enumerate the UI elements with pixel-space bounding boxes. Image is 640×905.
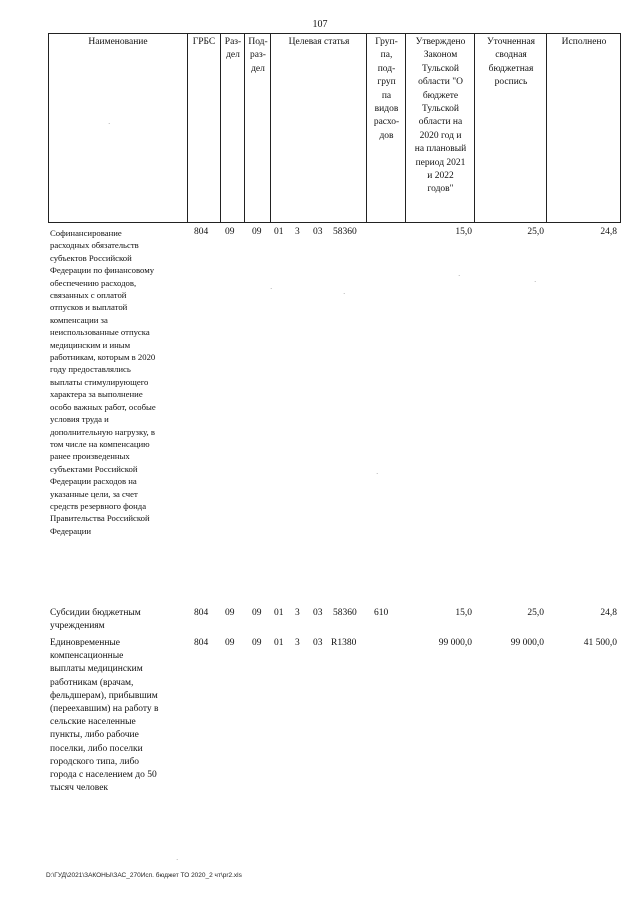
header-grbs bbox=[187, 36, 221, 49]
cell-target-3: 03 bbox=[313, 227, 323, 237]
header-group-line: Груп- bbox=[375, 37, 398, 47]
header-approved-line: Тульской bbox=[422, 104, 459, 115]
row-name-line: Федерации расходов на bbox=[50, 476, 137, 487]
cell-approved: 15,0 bbox=[455, 227, 472, 237]
cell-razdel: 09 bbox=[225, 638, 235, 648]
header-group-line: дов bbox=[379, 130, 394, 141]
row-name-line: году предоставлялись bbox=[50, 364, 131, 375]
row-name-line: ранее произведенных bbox=[50, 451, 130, 462]
header-group-line: па bbox=[381, 90, 392, 101]
header-target-text: Целевая статья bbox=[288, 37, 350, 47]
row-name-line: выплаты медицинским bbox=[50, 664, 143, 675]
row-name-line: особо важных работ, особые bbox=[50, 401, 156, 412]
row-name-line: указанные цели, за счет bbox=[50, 488, 138, 499]
header-group-line: видов bbox=[374, 104, 399, 115]
cell-podrazdel: 09 bbox=[252, 608, 262, 618]
header-group-line: расхо- bbox=[373, 117, 400, 128]
row-name-line: связанных с оплатой bbox=[50, 290, 127, 301]
cell-razdel: 09 bbox=[225, 227, 235, 237]
header-approved-line: на плановый bbox=[414, 144, 467, 155]
header-podrazdel-line: дел bbox=[251, 63, 265, 74]
cell-grbs: 804 bbox=[194, 638, 209, 648]
row-name-line: Единовременные bbox=[50, 638, 121, 648]
scan-speck: · bbox=[458, 272, 461, 280]
header-target bbox=[271, 36, 367, 49]
header-razdel-line: Раз- bbox=[224, 37, 242, 47]
cell-target-2: 3 bbox=[295, 227, 300, 237]
row-name-line: работникам, которым в 2020 bbox=[50, 352, 156, 363]
cell-target-1: 01 bbox=[274, 638, 284, 648]
header-approved-line: годов" bbox=[427, 184, 454, 195]
cell-target-2: 3 bbox=[295, 638, 300, 648]
file-path-footer: D:\ГУД\2021\ЗАКОНЫ\ЗАС_270Исп. бюджет ТО 2020_2 чт\pr2.xls bbox=[46, 872, 242, 879]
header-refined bbox=[475, 36, 547, 90]
row-name-line: выплаты стимулирующего bbox=[50, 376, 149, 387]
row-name-line: города с населением до 50 bbox=[50, 770, 157, 781]
row-name-line: пункты, либо рабочие bbox=[50, 730, 139, 741]
row-name-line: средств резервного фонда bbox=[50, 500, 147, 511]
cell-podrazdel: 09 bbox=[252, 638, 262, 648]
header-group-line: груп bbox=[377, 77, 396, 88]
cell-target-4: 58360 bbox=[333, 608, 357, 618]
header-podrazdel bbox=[245, 36, 271, 76]
row-name-line: Федерации по финансовому bbox=[50, 265, 155, 276]
header-approved-line: период 2021 bbox=[415, 157, 466, 168]
header-group-line: под- bbox=[377, 63, 396, 74]
cell-executed: 24,8 bbox=[600, 608, 617, 618]
header-razdel-line: дел bbox=[226, 50, 240, 61]
row-name-line: компенсации за bbox=[50, 314, 108, 325]
header-refined-line: роспись bbox=[494, 77, 528, 88]
cell-target-1: 01 bbox=[274, 608, 284, 618]
cell-target-4: R1380 bbox=[331, 638, 357, 648]
row-name-line: медицинским и иным bbox=[50, 339, 131, 350]
row-name-line: неиспользованные отпуска bbox=[50, 327, 150, 338]
header-group bbox=[367, 36, 406, 143]
header-executed bbox=[547, 36, 621, 49]
cell-target-2: 3 bbox=[295, 608, 300, 618]
scan-speck: · bbox=[176, 856, 179, 864]
header-razdel bbox=[221, 36, 245, 63]
row-name-line: сельские населенные bbox=[50, 717, 136, 728]
cell-podrazdel: 09 bbox=[252, 227, 262, 237]
row-name-line: поселки, либо поселки bbox=[50, 743, 143, 754]
row-name-line: дополнительную нагрузку, в bbox=[50, 426, 155, 437]
row-name-line: расходных обязательств bbox=[50, 240, 139, 251]
row-name-line: (переехавшим) на работу в bbox=[50, 704, 159, 715]
row-name-line: условия труда и bbox=[50, 414, 109, 425]
cell-executed: 24,8 bbox=[600, 227, 617, 237]
row-name-line: Субсидии бюджетным bbox=[50, 608, 141, 618]
scan-speck: · bbox=[376, 470, 379, 478]
row-name-line: учреждениям bbox=[50, 621, 105, 632]
cell-approved: 99 000,0 bbox=[438, 638, 472, 648]
row-name-line: том числе на компенсацию bbox=[50, 438, 150, 449]
header-approved-line: Тульской bbox=[422, 63, 459, 74]
header-approved-line: бюджете bbox=[422, 90, 459, 101]
page-number: 107 bbox=[312, 19, 328, 30]
row-name bbox=[50, 637, 190, 795]
row-name-line: городского типа, либо bbox=[50, 756, 140, 767]
row-name-line: субъектов Российской bbox=[50, 252, 132, 263]
cell-refined: 25,0 bbox=[527, 227, 544, 237]
row-name-line: работникам (врачам, bbox=[50, 677, 134, 688]
cell-target-4: 58360 bbox=[333, 227, 357, 237]
row-name bbox=[50, 607, 190, 633]
header-approved-line: и 2022 bbox=[427, 171, 454, 182]
row-name-line: отпусков и выплатой bbox=[50, 302, 128, 313]
scan-speck: · bbox=[343, 290, 346, 298]
header-podrazdel-line: Под- bbox=[248, 37, 268, 47]
header-grbs-text: ГРБС bbox=[192, 37, 216, 47]
row-name-line: субъектами Российской bbox=[50, 463, 138, 474]
cell-approved: 15,0 bbox=[455, 608, 472, 618]
header-refined-line: Уточненная bbox=[486, 37, 536, 47]
row-name-line: фельдшерам), прибывшим bbox=[50, 690, 158, 701]
row-name-line: тысяч человек bbox=[50, 783, 109, 794]
row-name-line: характера за выполнение bbox=[50, 389, 143, 400]
cell-grbs: 804 bbox=[194, 608, 209, 618]
header-approved-line: 2020 год и bbox=[419, 130, 462, 141]
row-name-line: обеспечению расходов, bbox=[50, 277, 137, 288]
row-name-line: Софинансирование bbox=[50, 228, 122, 238]
header-approved bbox=[406, 36, 475, 197]
scan-speck: · bbox=[534, 278, 537, 286]
row-name-line: Правительства Российской bbox=[50, 513, 150, 524]
scan-speck: · bbox=[270, 285, 273, 293]
row-name-line: компенсационные bbox=[50, 651, 124, 662]
header-approved-line: области на bbox=[418, 117, 463, 128]
header-group-line: па, bbox=[380, 50, 393, 61]
cell-group: 610 bbox=[374, 608, 389, 618]
cell-refined: 25,0 bbox=[527, 608, 544, 618]
cell-target-3: 03 bbox=[313, 638, 323, 648]
cell-refined: 99 000,0 bbox=[510, 638, 544, 648]
header-approved-line: Утверждено bbox=[415, 37, 466, 47]
header-name bbox=[48, 36, 188, 49]
row-name-line: Федерации bbox=[50, 525, 92, 536]
cell-target-3: 03 bbox=[313, 608, 323, 618]
cell-grbs: 804 bbox=[194, 227, 209, 237]
header-approved-line: Законом bbox=[423, 50, 458, 61]
header-refined-line: сводная bbox=[495, 50, 527, 61]
header-name-text: Наименование bbox=[88, 37, 148, 47]
header-refined-line: бюджетная bbox=[488, 63, 534, 74]
header-podrazdel-line: раз- bbox=[250, 50, 266, 61]
cell-target-1: 01 bbox=[274, 227, 284, 237]
cell-razdel: 09 bbox=[225, 608, 235, 618]
scan-speck: · bbox=[108, 120, 111, 128]
header-executed-text: Исполнено bbox=[561, 37, 607, 47]
row-name bbox=[50, 227, 190, 537]
cell-executed: 41 500,0 bbox=[583, 638, 617, 648]
header-approved-line: области "О bbox=[418, 77, 463, 88]
